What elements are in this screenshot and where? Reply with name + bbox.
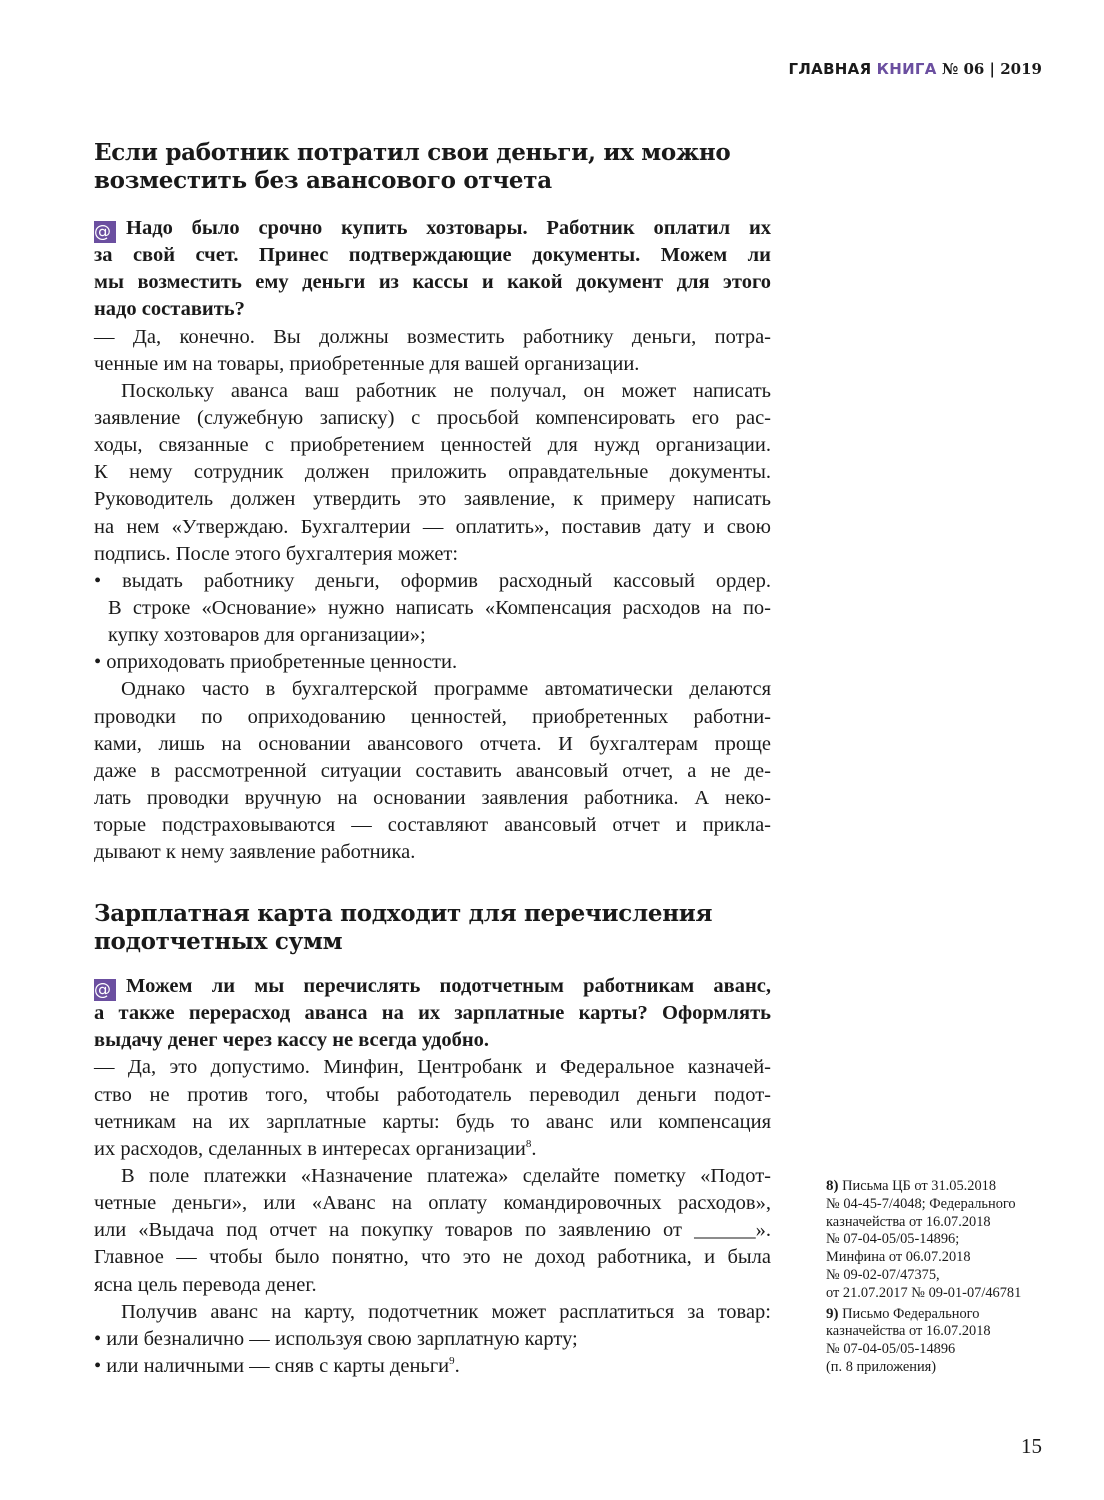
text-line [94,541,771,568]
at-sign-icon: @ [94,979,116,1001]
footnote-text: Письмо Федерального [842,1305,980,1322]
line-text: мы возместить ему деньги из кассы и какой документ для этого [94,271,771,294]
text-line [94,459,771,486]
footnote-text: казначейства от 16.07.2018 [826,1213,991,1230]
line-text: В строке «Основание» нужно написать «Компенсация расходов на по- [108,596,771,619]
line-text: заявление (служебную записку) с просьбой компенсировать его рас- [94,406,771,429]
footnote [826,1178,1056,1303]
text-line [94,486,771,513]
line-text: ходы, связанные с приобретением ценностей для нужд организации. [94,434,771,457]
text-line [94,1109,771,1136]
line-text: ченные им на товары, приобретенные для вашей организации. [94,352,640,375]
text-line [94,351,771,378]
text-line [94,649,771,676]
line-text: а также перерасход аванса на их зарплатные карты? Оформлять [94,1002,771,1025]
line-text: • выдать работнику деньги, оформив расходный кассовый ордер. [94,569,771,592]
text-line [94,378,771,405]
footnote-line [826,1196,1056,1214]
line-text: четникам на их зарплатные карты: будь то аванс или компенсация [94,1110,771,1133]
question-line [94,242,771,269]
line-text: проводки по оприходованию ценностей, приобретенных работни- [94,705,771,728]
question-line [94,215,771,242]
text-line [94,514,771,541]
text-line [94,1136,771,1163]
line-text: В поле платежки «Назначение платежа» сделайте пометку «Подот- [121,1164,771,1187]
line-text: — Да, конечно. Вы должны возместить работнику деньги, потра- [94,325,771,348]
text-line [94,704,771,731]
line-text-end: . [531,1137,537,1160]
text-line [94,812,771,839]
heading-line: Если работник потратил свои деньги, их можно [94,139,731,166]
footnote-line [826,1231,1056,1249]
footnote-line [826,1323,1056,1341]
text-line [94,1054,771,1081]
text-line [94,1244,771,1271]
text-line [94,324,771,351]
footnote-text: от 21.07.2017 № 09-01-07/46781 [826,1284,1022,1301]
footnote-line [826,1285,1056,1303]
line-text: Получив аванс на карту, подотчетник может расплатиться за товар: [121,1300,771,1323]
line-text: надо составить? [94,298,245,321]
line-text: Поскольку аванса ваш работник не получал, он может написать [121,379,771,402]
text-line [94,1217,771,1244]
footnote-text: казначейства от 16.07.2018 [826,1323,991,1340]
line-text: Надо было срочно купить хозтовары. Работник оплатил их [126,217,771,239]
line-text: их расходов, сделанных в интересах организации [94,1137,526,1160]
text-line [94,405,771,432]
at-sign-icon: @ [94,221,116,243]
line-text: • оприходовать приобретенные ценности. [94,651,458,674]
page-number: 15 [1021,1434,1042,1458]
text-line [94,622,771,649]
line-text: выдачу денег через кассу не всегда удобно. [94,1029,490,1052]
section-body [94,215,771,866]
footnote-number: 8) [826,1178,839,1194]
footnote-text: (п. 8 приложения) [826,1358,937,1375]
footnote-ref: 8 [525,1138,532,1151]
footnote-number: 9) [826,1305,839,1322]
footnote-line [826,1267,1056,1285]
footnote-line [826,1341,1056,1359]
text-line [94,1272,771,1299]
text-line [94,1163,771,1190]
section-reimbursement [94,139,771,866]
footnote-line [826,1249,1056,1267]
line-text: подпись. После этого бухгалтерия может: [94,542,459,565]
section-salary-card [94,900,771,1380]
footnote-text: № 09-02-07/47375, [826,1266,940,1283]
question-line [94,296,771,323]
text-line [94,785,771,812]
magazine-name-part1: ГЛАВНАЯ [788,60,872,78]
text-line [94,731,771,758]
running-header [789,60,1042,78]
line-text: К нему сотрудник должен приложить оправдательные документы. [94,461,771,484]
footnote [826,1306,1056,1377]
heading-line: подотчетных сумм [94,928,343,955]
line-text: торые подстраховываются — составляют авансовый отчет и прикла- [94,814,771,837]
footnote-line [826,1359,1056,1377]
line-text-end: . [454,1354,460,1377]
text-line [94,1299,771,1326]
section-heading [94,139,771,195]
line-text: ками, лишь на основании авансового отчета. И бухгалтерам проще [94,732,771,755]
line-text: даже в рассмотренной ситуации составить авансовый отчет, а не де- [94,759,771,782]
text-line [94,1326,771,1353]
text-line [94,676,771,703]
section-body [94,973,771,1380]
text-line [94,758,771,785]
issue-number: № 06 | 2019 [941,60,1042,78]
text-line [94,1082,771,1109]
line-text: Руководитель должен утвердить это заявление, к примеру написать [94,488,771,511]
footnote-line [826,1178,1056,1196]
text-line [94,595,771,622]
text-line [94,568,771,595]
line-text: дывают к нему заявление работника. [94,841,416,864]
line-text: • или безналично — используя свою зарплатную карту; [94,1327,578,1350]
line-text: Можем ли мы перечислять подотчетным работникам аванс, [126,975,771,997]
line-text: • или наличными — сняв с карты деньги [94,1354,450,1377]
question-line [94,1027,771,1054]
line-text: Главное — чтобы было понятно, что это не доход работника, и была [94,1246,771,1269]
footnote-line [826,1214,1056,1232]
line-text: за свой счет. Принес подтверждающие документы. Можем ли [94,244,771,267]
footnote-text: № 07-04-05/05-14896 [826,1341,956,1358]
footnote-text: Минфина от 06.07.2018 [826,1249,971,1266]
line-text: ясна цель перевода денег. [94,1273,317,1296]
line-text: или «Выдача под отчет на покупку товаров по заявлению от ______». [94,1219,771,1242]
footnotes [826,1178,1056,1380]
question-line [94,1000,771,1027]
footnote-text: Письма ЦБ от 31.05.2018 [842,1178,997,1194]
text-line [94,839,771,866]
line-text: купку хозтоваров для организации»; [108,624,426,647]
line-text: лать проводки вручную на основании заявления работника. А неко- [94,786,771,809]
line-text: Однако часто в бухгалтерской программе автоматически делаются [121,678,771,701]
text-line [94,1190,771,1217]
heading-line: Зарплатная карта подходит для перечисления [94,900,713,927]
heading-line: возместить без авансового отчета [94,167,552,194]
footnote-ref: 9 [449,1355,455,1368]
question-line [94,973,771,1000]
line-text: четные деньги», или «Аванс на оплату командировочных расходов», [94,1192,771,1215]
line-text: на нем «Утверждаю. Бухгалтерии — оплатить», поставив дату и свою [94,515,771,538]
section-heading [94,900,771,956]
line-text: — Да, это допустимо. Минфин, Центробанк и Федеральное казначей- [94,1056,771,1079]
text-line [94,432,771,459]
question-line [94,269,771,296]
text-line [94,1353,771,1380]
footnote-text: № 07-04-05/05-14896; [826,1231,960,1248]
line-text: ство не против того, чтобы работодатель переводил деньги подот- [94,1083,771,1106]
magazine-name-part2: КНИГА [876,60,937,78]
footnote-line [826,1306,1056,1324]
footnote-text: № 04-45-7/4048; Федерального [826,1195,1016,1212]
